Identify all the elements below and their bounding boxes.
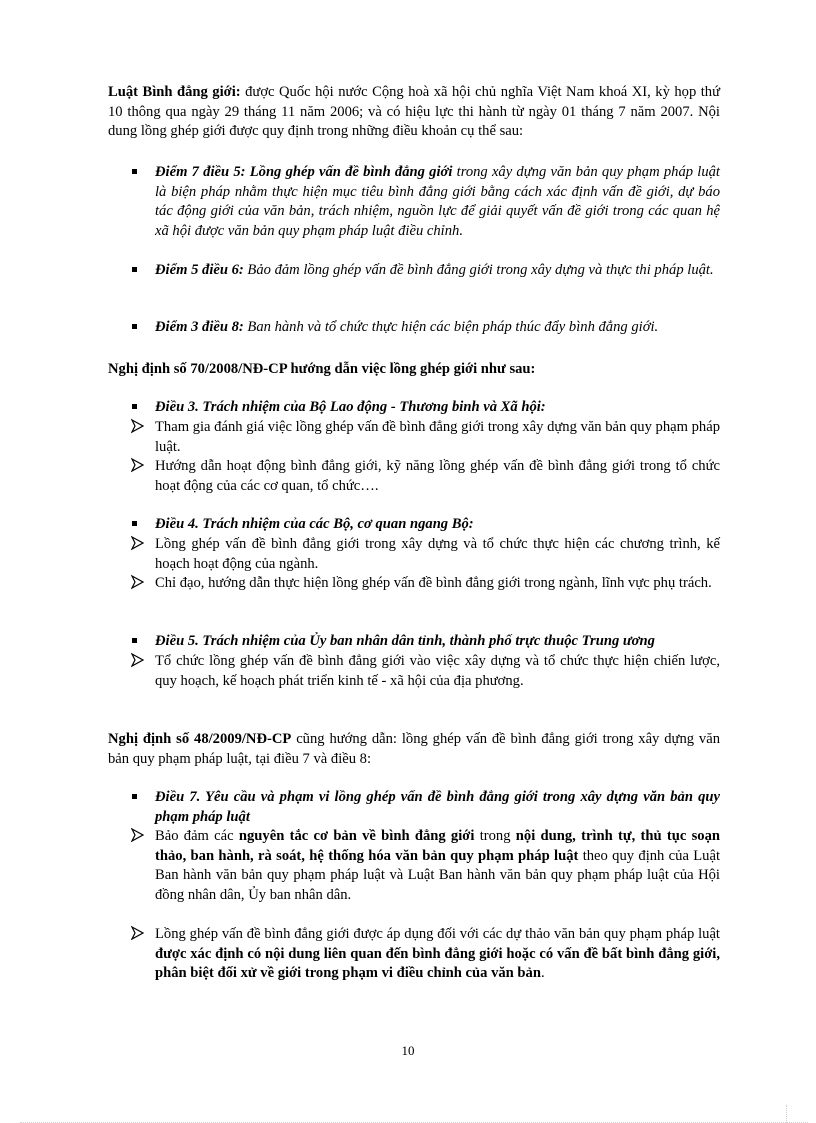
article-title: Điều 7. Yêu cầu và phạm vi lồng ghép vấn đề bình đẳng giới trong xây dựng văn bản quy phạm pháp luật <box>155 788 720 827</box>
square-bullet-icon <box>132 169 137 174</box>
arrow-item: Chỉ đạo, hướng dẫn thực hiện lồng ghép vấn đề bình đẳng giới trong ngành, lĩnh vực phụ trách. <box>155 574 720 594</box>
decree48-paragraph <box>108 730 720 769</box>
intro-text: được Quốc hội nước Cộng hoà xã hội chủ nghĩa Việt Nam khoá XI, kỳ họp thứ 10 thông qua ngày 29 tháng 11 năm 2006; và có hiệu lực thi hành từ ngày 01 tháng 7 năm 2007. Nội dung lồng ghép giới được quy định trong những điều khoản cụ thể sau: <box>108 84 720 139</box>
arrow-bullet-icon <box>131 574 145 592</box>
decree70-heading: Nghị định số 70/2008/NĐ-CP hướng dẫn việc lồng ghép giới như sau: <box>108 361 536 377</box>
article-title: Điều 4. Trách nhiệm của các Bộ, cơ quan ngang Bộ: <box>155 515 720 535</box>
arrow-item: Hướng dẫn hoạt động bình đẳng giới, kỹ năng lồng ghép vấn đề bình đẳng giới trong tổ chức hoạt động của các cơ quan, tổ chức…. <box>155 457 720 496</box>
arrow-bullet-icon <box>131 652 145 670</box>
square-bullet-icon <box>132 404 137 409</box>
intro-lead: Luật Bình đẳng giới: <box>108 84 241 100</box>
arrow-item: Lồng ghép vấn đề bình đẳng giới được áp dụng đối với các dự thảo văn bản quy phạm pháp luật được xác định có nội dung liên quan đến bình đẳng giới hoặc có vấn đề bất bình đẳng giới, phân biệt đối xử về giới trong phạm vi điều chỉnh của văn bản. <box>155 925 720 984</box>
arrow-item: Lồng ghép vấn đề bình đẳng giới trong xây dựng và tổ chức thực hiện các chương trình, kế hoạch hoạt động của ngành. <box>155 535 720 574</box>
decree48-text: cũng hướng dẫn: lồng ghép vấn đề bình đẳng giới trong xây dựng văn bản quy phạm pháp luật, tại điều 7 và điều 8: <box>108 731 720 767</box>
law-point-lead: Điểm 5 điều 6: <box>155 262 244 278</box>
law-point <box>155 318 720 338</box>
arrow-bullet-icon <box>131 418 145 436</box>
page-number: 10 <box>401 1043 415 1058</box>
square-bullet-icon <box>132 324 137 329</box>
article-title: Điều 3. Trách nhiệm của Bộ Lao động - Thương binh và Xã hội: <box>155 398 720 418</box>
article-title: Điều 5. Trách nhiệm của Ủy ban nhân dân tỉnh, thành phố trực thuộc Trung ương <box>155 632 720 652</box>
square-bullet-icon <box>132 267 137 272</box>
law-point-text: Bảo đảm lồng ghép vấn đề bình đẳng giới trong xây dựng và thực thi pháp luật. <box>243 262 714 278</box>
intro-paragraph <box>108 83 720 142</box>
arrow-bullet-icon <box>131 457 145 475</box>
page-corner-mark <box>786 1105 787 1123</box>
square-bullet-icon <box>132 794 137 799</box>
law-point <box>155 163 720 241</box>
law-point <box>155 261 720 281</box>
arrow-bullet-icon <box>131 827 145 845</box>
law-point-lead: Điểm 7 điều 5: Lồng ghép vấn đề bình đẳng giới <box>155 164 453 180</box>
law-point-text: trong xây dựng văn bản quy phạm pháp luật là biện pháp nhằm thực hiện mục tiêu bình đẳng giới bằng cách xác định vấn đề giới, dự báo tác động giới của văn bản, trách nhiệm, nguồn lực để giải quyết vấn đề giới trong các quan hệ xã hội được văn bản quy phạm pháp luật điều chỉnh. <box>155 164 720 239</box>
law-point-lead: Điểm 3 điều 8: <box>155 319 244 335</box>
arrow-item: Bảo đảm các nguyên tắc cơ bản về bình đẳng giới trong nội dung, trình tự, thủ tục soạn thảo, ban hành, rà soát, hệ thống hóa văn bản quy phạm pháp luật theo quy định của Luật Ban hành văn bản quy phạm pháp luật và Luật Ban hành văn bản quy phạm pháp luật của Hội đồng nhân dân, Ủy ban nhân dân. <box>155 827 720 905</box>
decree48-lead: Nghị định số 48/2009/NĐ-CP <box>108 731 292 747</box>
square-bullet-icon <box>132 638 137 643</box>
square-bullet-icon <box>132 521 137 526</box>
arrow-bullet-icon <box>131 925 145 943</box>
arrow-item: Tổ chức lồng ghép vấn đề bình đẳng giới vào việc xây dựng và tổ chức thực hiện chiến lược, quy hoạch, kế hoạch phát triển kinh tế - xã hội của địa phương. <box>155 652 720 691</box>
law-point-text: Ban hành và tổ chức thực hiện các biện pháp thúc đẩy bình đẳng giới. <box>243 319 659 335</box>
arrow-item: Tham gia đánh giá việc lồng ghép vấn đề bình đẳng giới trong xây dựng văn bản quy phạm pháp luật. <box>155 418 720 457</box>
arrow-bullet-icon <box>131 535 145 553</box>
